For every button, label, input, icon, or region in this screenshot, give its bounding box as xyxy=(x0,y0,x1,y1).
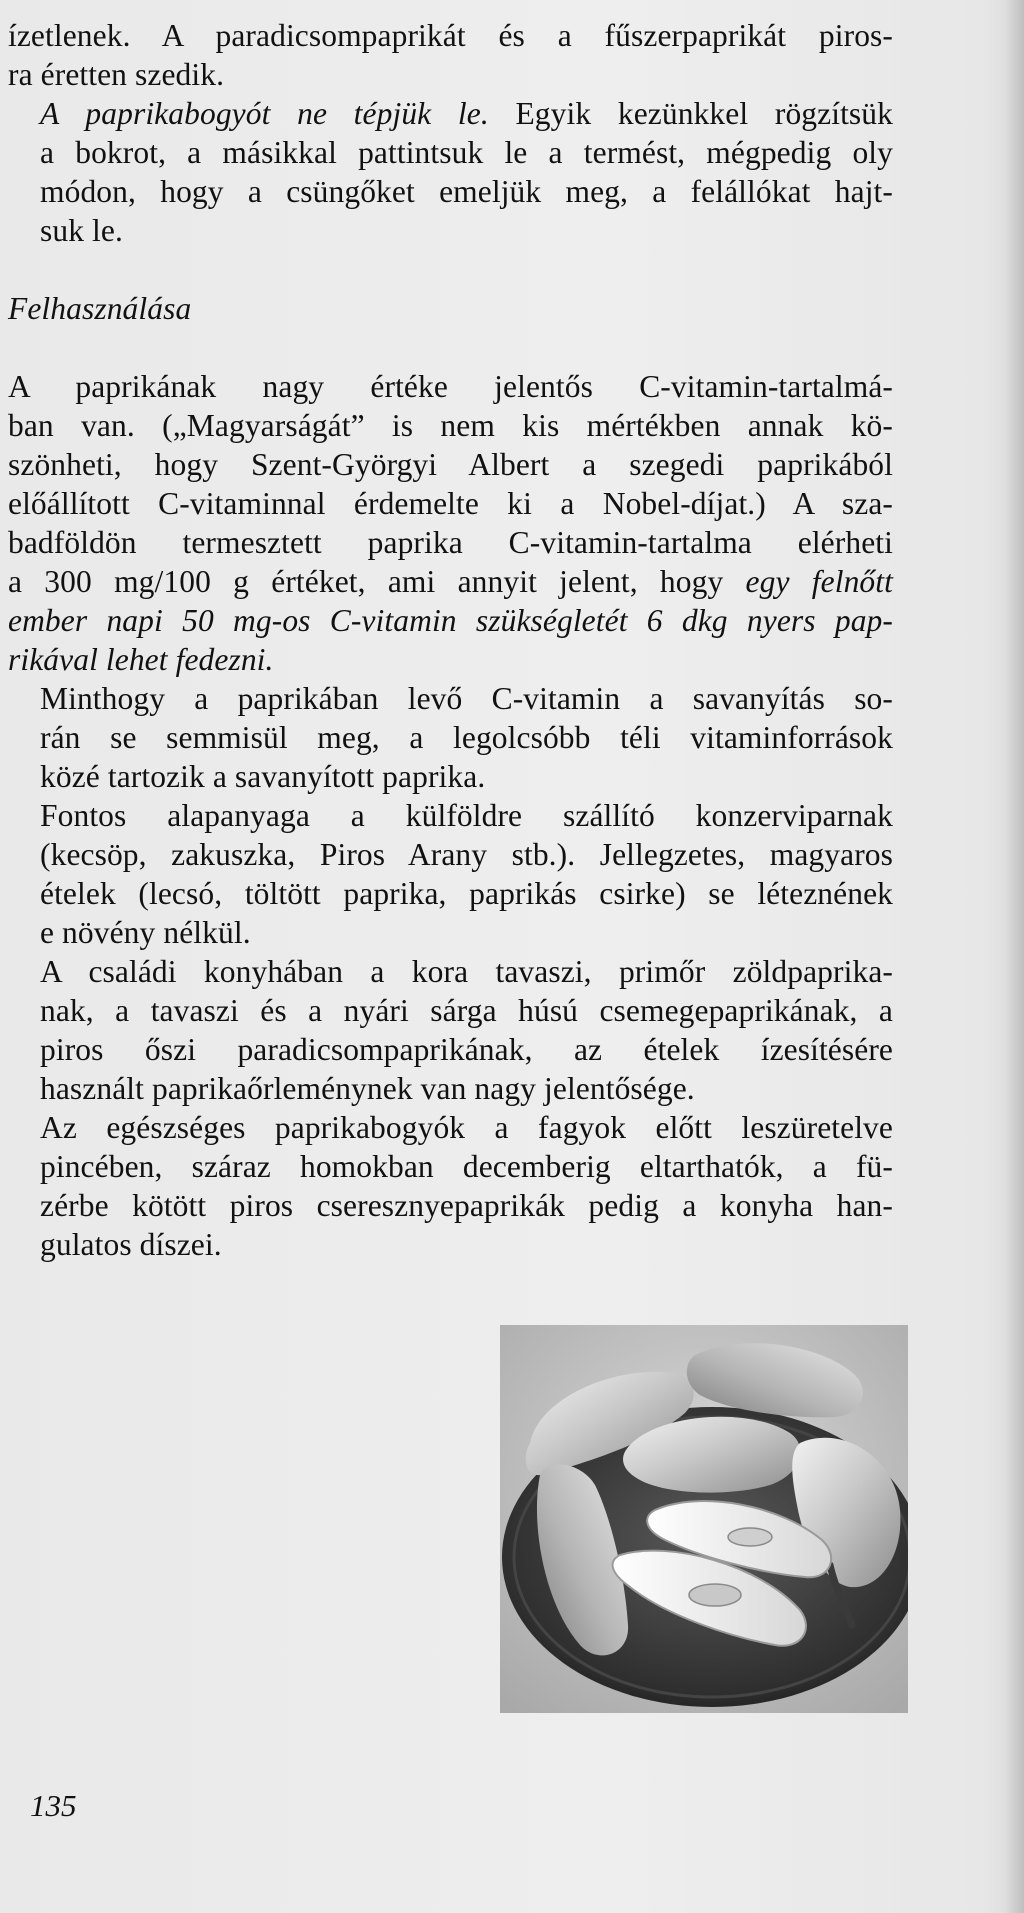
text-run: Egyik kezünkkel rögzítsük xyxy=(488,96,893,131)
text-line xyxy=(8,601,893,640)
text-column xyxy=(8,16,893,1264)
text-line xyxy=(8,562,893,601)
page-edge-shadow xyxy=(1004,0,1024,1913)
text-run: Az egészséges paprikabogyók a fagyok előtt leszüretelve xyxy=(40,1110,893,1145)
italic-text-run: rikával lehet fedezni. xyxy=(8,642,274,677)
text-run: nak, a tavaszi és a nyári sárga húsú csemegepaprikának, a xyxy=(40,993,893,1028)
text-line xyxy=(8,835,893,874)
text-line xyxy=(8,796,893,835)
paragraph-s2 xyxy=(8,679,893,796)
italic-text-run: A paprikabogyót ne tépjük le. xyxy=(40,96,489,131)
paragraph-s3 xyxy=(8,796,893,952)
paragraph-s4 xyxy=(8,952,893,1108)
text-run: közé tartozik a savanyított paprika. xyxy=(40,759,486,794)
text-line xyxy=(8,523,893,562)
text-run: előállított C-vitaminnal érdemelte ki a Nobel-díjat.) A sza- xyxy=(8,486,893,521)
paragraph-s1 xyxy=(8,367,893,679)
text-line xyxy=(8,1069,893,1108)
text-line xyxy=(8,211,893,250)
text-run: Fontos alapanyaga a külföldre szállító konzerviparnak xyxy=(40,798,893,833)
text-line xyxy=(8,445,893,484)
text-run: gulatos díszei. xyxy=(40,1227,222,1262)
text-run: a 300 mg/100 g értéket, ami annyit jelent, hogy xyxy=(8,564,746,599)
italic-text-run: ember napi 50 mg-os C-vitamin szükségletét 6 dkg nyers pap- xyxy=(8,603,893,638)
text-line xyxy=(8,757,893,796)
text-line xyxy=(8,640,893,679)
text-run: pincében, száraz homokban decemberig eltarthatók, a fü- xyxy=(40,1149,893,1184)
italic-text-run: egy felnőtt xyxy=(745,564,893,599)
text-line xyxy=(8,367,893,406)
text-line: ra éretten szedik. xyxy=(8,57,225,92)
text-line xyxy=(8,133,893,172)
pepper-photo-illustration xyxy=(500,1325,908,1713)
text-line xyxy=(8,1186,893,1225)
text-line xyxy=(8,952,893,991)
text-run: suk le. xyxy=(40,213,123,248)
text-line xyxy=(8,913,893,952)
text-line xyxy=(8,94,893,133)
text-run: badföldön termesztett paprika C-vitamin-tartalma elérheti xyxy=(8,525,893,560)
text-line: ízetlenek. A paradicsompaprikát és a fűszerpaprikát piros- xyxy=(8,18,893,53)
text-line xyxy=(8,1225,893,1264)
text-run: módon, hogy a csüngőket emeljük meg, a felállókat hajt- xyxy=(40,174,893,209)
text-run: piros őszi paradicsompaprikának, az ételek ízesítésére xyxy=(40,1032,893,1067)
text-run: ban van. („Magyarságát” is nem kis mértékben annak kö- xyxy=(8,408,893,443)
pepper-seed-core xyxy=(689,1584,741,1606)
text-run: A családi konyhában a kora tavaszi, primőr zöldpaprika- xyxy=(40,954,893,989)
paragraph-p2 xyxy=(8,94,893,250)
text-run: e növény nélkül. xyxy=(40,915,251,950)
text-run: használt paprikaőrleménynek van nagy jelentősége. xyxy=(40,1071,695,1106)
text-run: ételek (lecsó, töltött paprika, paprikás csirke) se léteznének xyxy=(40,876,893,911)
text-line xyxy=(8,1030,893,1069)
text-line xyxy=(8,718,893,757)
text-line xyxy=(8,1108,893,1147)
text-line xyxy=(8,1147,893,1186)
text-line xyxy=(8,172,893,211)
paragraph-s5 xyxy=(8,1108,893,1264)
text-run: szönheti, hogy Szent-Györgyi Albert a szegedi paprikából xyxy=(8,447,893,482)
section-body xyxy=(8,367,893,1264)
text-line xyxy=(8,406,893,445)
text-run: zérbe kötött piros cseresznyepaprikák pedig a konyha han- xyxy=(40,1188,893,1223)
text-run: Minthogy a paprikában levő C-vitamin a savanyítás so- xyxy=(40,681,893,716)
text-run: a bokrot, a másikkal pattintsuk le a termést, mégpedig oly xyxy=(40,135,893,170)
text-run: rán se semmisül meg, a legolcsóbb téli vitaminforrások xyxy=(40,720,893,755)
paragraph-p1 xyxy=(8,16,893,94)
text-line xyxy=(8,874,893,913)
text-line xyxy=(8,679,893,718)
text-line xyxy=(8,484,893,523)
page-number: 135 xyxy=(30,1788,77,1823)
text-run: (kecsöp, zakuszka, Piros Arany stb.). Jellegzetes, magyaros xyxy=(40,837,893,872)
text-line xyxy=(8,991,893,1030)
text-run: A paprikának nagy értéke jelentős C-vitamin-tartalmá- xyxy=(8,369,893,404)
section-heading: Felhasználása xyxy=(8,291,192,326)
pepper-photo xyxy=(500,1325,908,1713)
pepper-seed-core-upper xyxy=(728,1528,772,1546)
